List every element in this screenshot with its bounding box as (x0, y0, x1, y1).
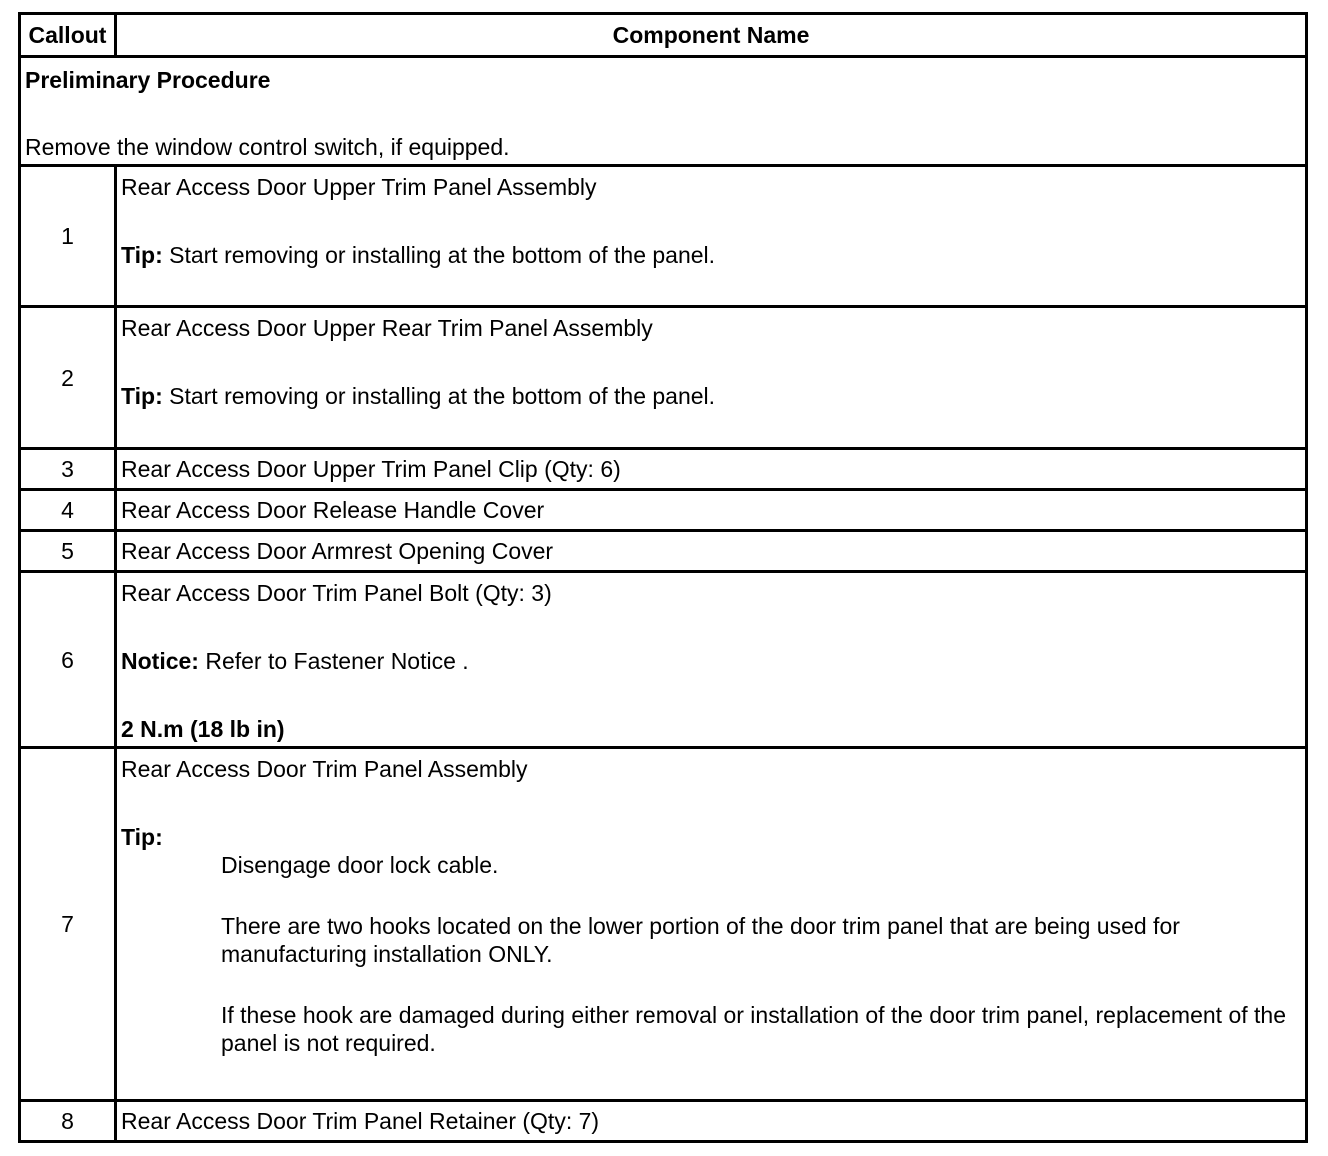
callout-table (18, 12, 1308, 1143)
component-name: Rear Access Door Upper Rear Trim Panel Assembly (121, 315, 653, 341)
table-row (20, 748, 1307, 1101)
tip-item: If these hook are damaged during either removal or installation of the door trim panel, replacement of the panel is not required. (221, 1002, 1286, 1056)
callout-number: 7 (20, 748, 116, 1101)
component-name: Rear Access Door Armrest Opening Cover (116, 531, 1307, 572)
callout-number: 1 (20, 166, 116, 307)
callout-number: 4 (20, 490, 116, 531)
tip-text: Tip: Start removing or installing at the bottom of the panel. (121, 383, 716, 409)
table-row (20, 166, 1307, 307)
header-callout: Callout (20, 14, 116, 57)
tip-item: Disengage door lock cable. (221, 852, 499, 878)
callout-number: 3 (20, 449, 116, 490)
table-row (20, 449, 1307, 490)
component-name: Rear Access Door Trim Panel Bolt (Qty: 3) (121, 580, 552, 606)
table-row (20, 1101, 1307, 1142)
tip-label: Tip: (121, 824, 163, 850)
component-name: Rear Access Door Trim Panel Retainer (Qty: 7) (116, 1101, 1307, 1142)
torque-spec: 2 N.m (18 lb in) (121, 716, 285, 742)
preliminary-title: Preliminary Procedure (25, 67, 271, 93)
component-name: Rear Access Door Trim Panel Assembly (121, 756, 528, 782)
notice-text: Notice: Refer to Fastener Notice . (121, 648, 469, 674)
preliminary-text: Remove the window control switch, if equipped. (25, 134, 510, 160)
callout-number: 8 (20, 1101, 116, 1142)
tip-text: Tip: Start removing or installing at the bottom of the panel. (121, 242, 716, 268)
tip-item: There are two hooks located on the lower portion of the door trim panel that are being used for manufacturing installation ONLY. (221, 913, 1180, 967)
callout-number: 2 (20, 307, 116, 449)
table-row (20, 531, 1307, 572)
preliminary-row (20, 57, 1307, 166)
header-row (20, 14, 1307, 57)
component-name: Rear Access Door Upper Trim Panel Assembly (121, 174, 597, 200)
callout-number: 6 (20, 572, 116, 748)
component-name: Rear Access Door Upper Trim Panel Clip (Qty: 6) (116, 449, 1307, 490)
table-row (20, 490, 1307, 531)
tip-label: Tip: (121, 383, 163, 409)
notice-label: Notice: (121, 648, 199, 674)
callout-number: 5 (20, 531, 116, 572)
component-name: Rear Access Door Release Handle Cover (116, 490, 1307, 531)
tip-label: Tip: (121, 242, 163, 268)
table-row (20, 307, 1307, 449)
header-component-name: Component Name (116, 14, 1307, 57)
table-row (20, 572, 1307, 748)
